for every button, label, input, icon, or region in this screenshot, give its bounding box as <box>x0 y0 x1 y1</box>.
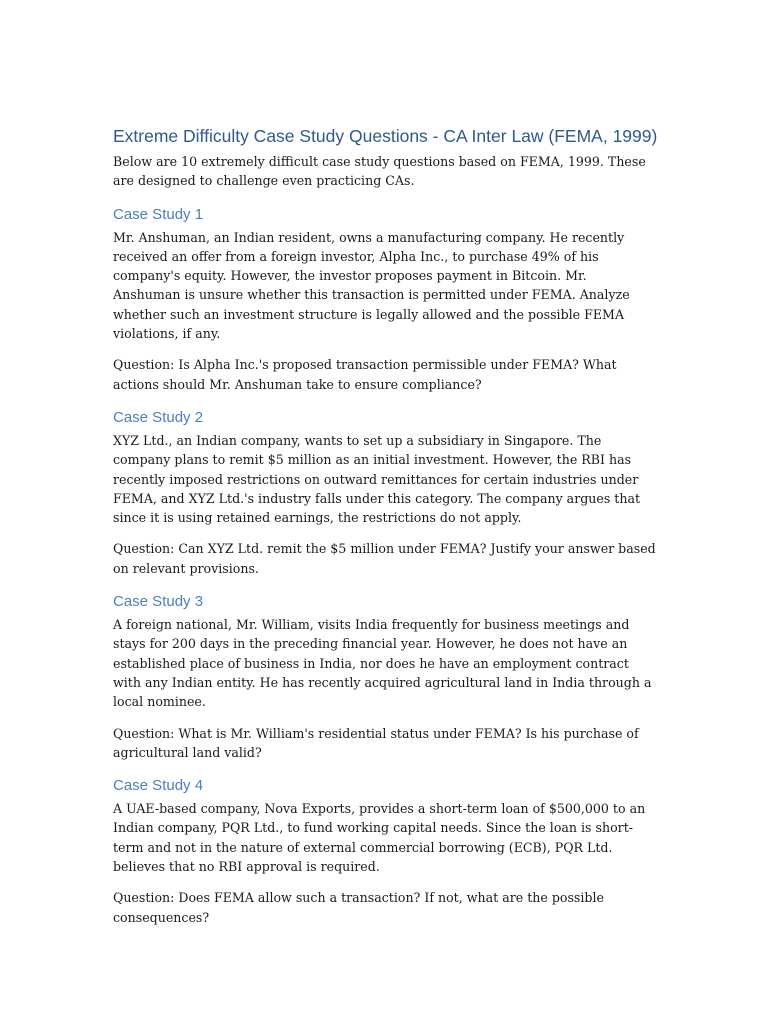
document-title: Extreme Difficulty Case Study Questions - CA Inter Law (FEMA, 1999) <box>113 126 658 146</box>
case-study-question: Question: What is Mr. William's residential status under FEMA? Is his purchase of agricultural land valid? <box>113 725 639 760</box>
case-study-question: Question: Does FEMA allow such a transaction? If not, what are the possible consequences? <box>113 890 604 925</box>
case-study-body: Mr. Anshuman, an Indian resident, owns a manufacturing company. He recently received an offer from a foreign investor, Alpha Inc., to purchase 49% of his company's equity. However, the investor proposes payment in Bitcoin. Mr. Anshuman is unsure whether this transaction is permitted under FEMA. Analyze whether such an investment structure is legally allowed and the possible FEMA violations, if any. <box>113 229 630 342</box>
case-study-heading: Case Study 2 <box>113 408 204 426</box>
case-study-2 <box>113 408 658 578</box>
case-study-heading: Case Study 3 <box>113 593 204 611</box>
case-study-3 <box>113 592 658 762</box>
document-page <box>113 124 658 939</box>
case-study-body: A UAE-based company, Nova Exports, provides a short-term loan of $500,000 to an Indian company, PQR Ltd., to fund working capital needs. Since the loan is short-term and not in the nature of external commercial borrowing (ECB), PQR Ltd. believes that no RBI approval is required. <box>113 801 646 875</box>
case-study-1 <box>113 205 658 394</box>
case-study-heading: Case Study 1 <box>113 205 204 223</box>
case-study-question: Question: Can XYZ Ltd. remit the $5 million under FEMA? Justify your answer based on relevant provisions. <box>113 541 656 576</box>
case-study-4 <box>113 776 658 927</box>
intro-paragraph: Below are 10 extremely difficult case study questions based on FEMA, 1999. These are designed to challenge even practicing CAs. <box>113 154 646 189</box>
case-study-question: Question: Is Alpha Inc.'s proposed transaction permissible under FEMA? What actions should Mr. Anshuman take to ensure compliance? <box>113 357 617 392</box>
case-study-heading: Case Study 4 <box>113 777 204 795</box>
case-study-body: XYZ Ltd., an Indian company, wants to set up a subsidiary in Singapore. The company plans to remit $5 million as an initial investment. However, the RBI has recently imposed restrictions on outward remittances for certain industries under FEMA, and XYZ Ltd.'s industry falls under this category. The company argues that since it is using retained earnings, the restrictions do not apply. <box>113 432 641 526</box>
case-study-body: A foreign national, Mr. William, visits India frequently for business meetings and stays for 200 days in the preceding financial year. However, he does not have an established place of business in India, nor does he have an employment contract with any Indian entity. He has recently acquired agricultural land in India through a local nominee. <box>113 617 652 710</box>
